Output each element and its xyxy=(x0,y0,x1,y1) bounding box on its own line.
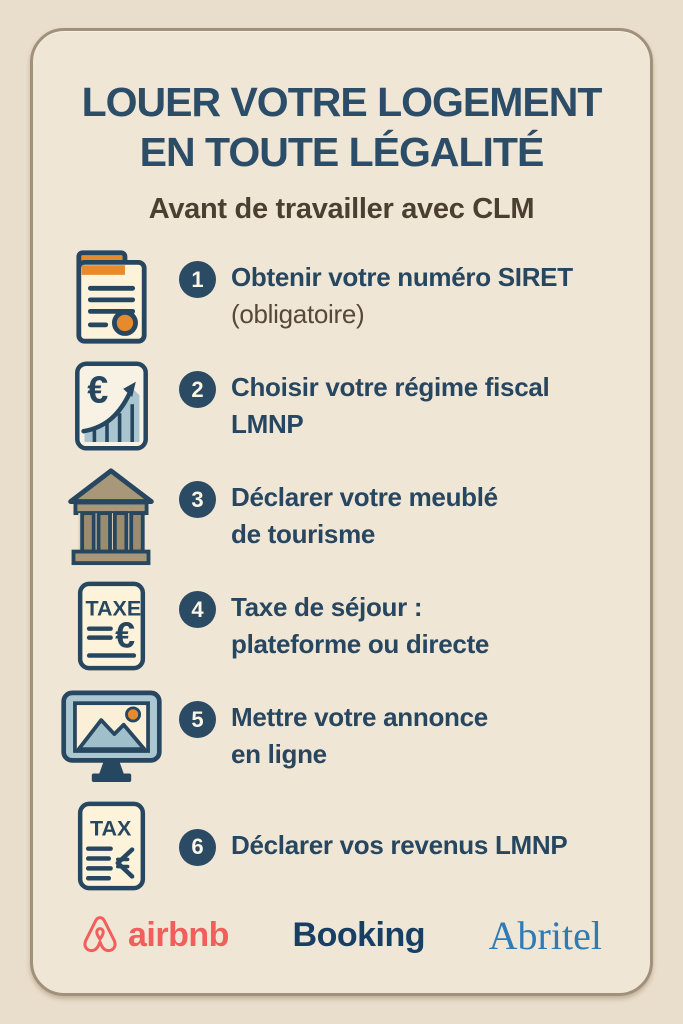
svg-text:TAX: TAX xyxy=(89,816,131,841)
siret-document-icon xyxy=(57,246,165,346)
svg-text:€: € xyxy=(114,615,135,656)
page-title xyxy=(57,77,626,177)
step-row-2 xyxy=(57,356,626,456)
steps-list xyxy=(57,246,626,896)
poster-card xyxy=(30,28,653,996)
step-title: Mettre votre annonce xyxy=(231,702,488,733)
airbnb-wordmark: airbnb xyxy=(128,916,229,955)
airbnb-belo-icon xyxy=(77,913,123,959)
platform-logos xyxy=(57,912,626,959)
svg-text:TAXE: TAXE xyxy=(85,596,141,621)
step-title-line2: en ligne xyxy=(231,739,327,770)
bank-building-icon xyxy=(57,466,165,566)
monitor-listing-icon xyxy=(57,687,165,785)
step-number-badge: 1 xyxy=(179,261,216,298)
step-title-line2: plateforme ou directe xyxy=(231,629,490,660)
page-subtitle: Avant de travailler avec CLM xyxy=(148,193,535,226)
step-title: Déclarer vos revenus LMNP xyxy=(231,829,568,860)
svg-text:€: € xyxy=(86,369,108,412)
step-row-4 xyxy=(57,576,626,676)
step-row-1 xyxy=(57,246,626,346)
abritel-logo: Abritel xyxy=(488,913,602,959)
step-subtitle: (obligatoire) xyxy=(231,299,365,330)
fiscal-growth-chart-icon xyxy=(57,358,165,454)
step-title: Choisir votre régime fiscal xyxy=(231,372,550,403)
step-number-badge: 4 xyxy=(179,591,216,628)
step-title: Taxe de séjour : xyxy=(231,592,423,623)
step-title-line2: de tourisme xyxy=(231,519,376,550)
step-row-6 xyxy=(57,796,626,896)
tax-document-icon xyxy=(57,798,165,894)
title-line-2: EN TOUTE LÉGALITÉ xyxy=(139,129,544,176)
taxe-receipt-icon xyxy=(57,578,165,674)
step-title: Déclarer votre meublé xyxy=(231,482,498,513)
title-line-1: LOUER VOTRE LOGEMENT xyxy=(81,79,602,125)
booking-logo: Booking xyxy=(292,916,426,955)
step-row-5 xyxy=(57,686,626,786)
step-number-badge: 6 xyxy=(179,829,216,866)
step-row-3 xyxy=(57,466,626,566)
airbnb-logo xyxy=(77,913,229,959)
step-number-badge: 3 xyxy=(179,481,216,518)
step-title: Obtenir votre numéro SIRET xyxy=(231,262,573,293)
step-number-badge: 5 xyxy=(179,701,216,738)
step-title-line2: LMNP xyxy=(231,409,304,440)
step-number-badge: 2 xyxy=(179,371,216,408)
